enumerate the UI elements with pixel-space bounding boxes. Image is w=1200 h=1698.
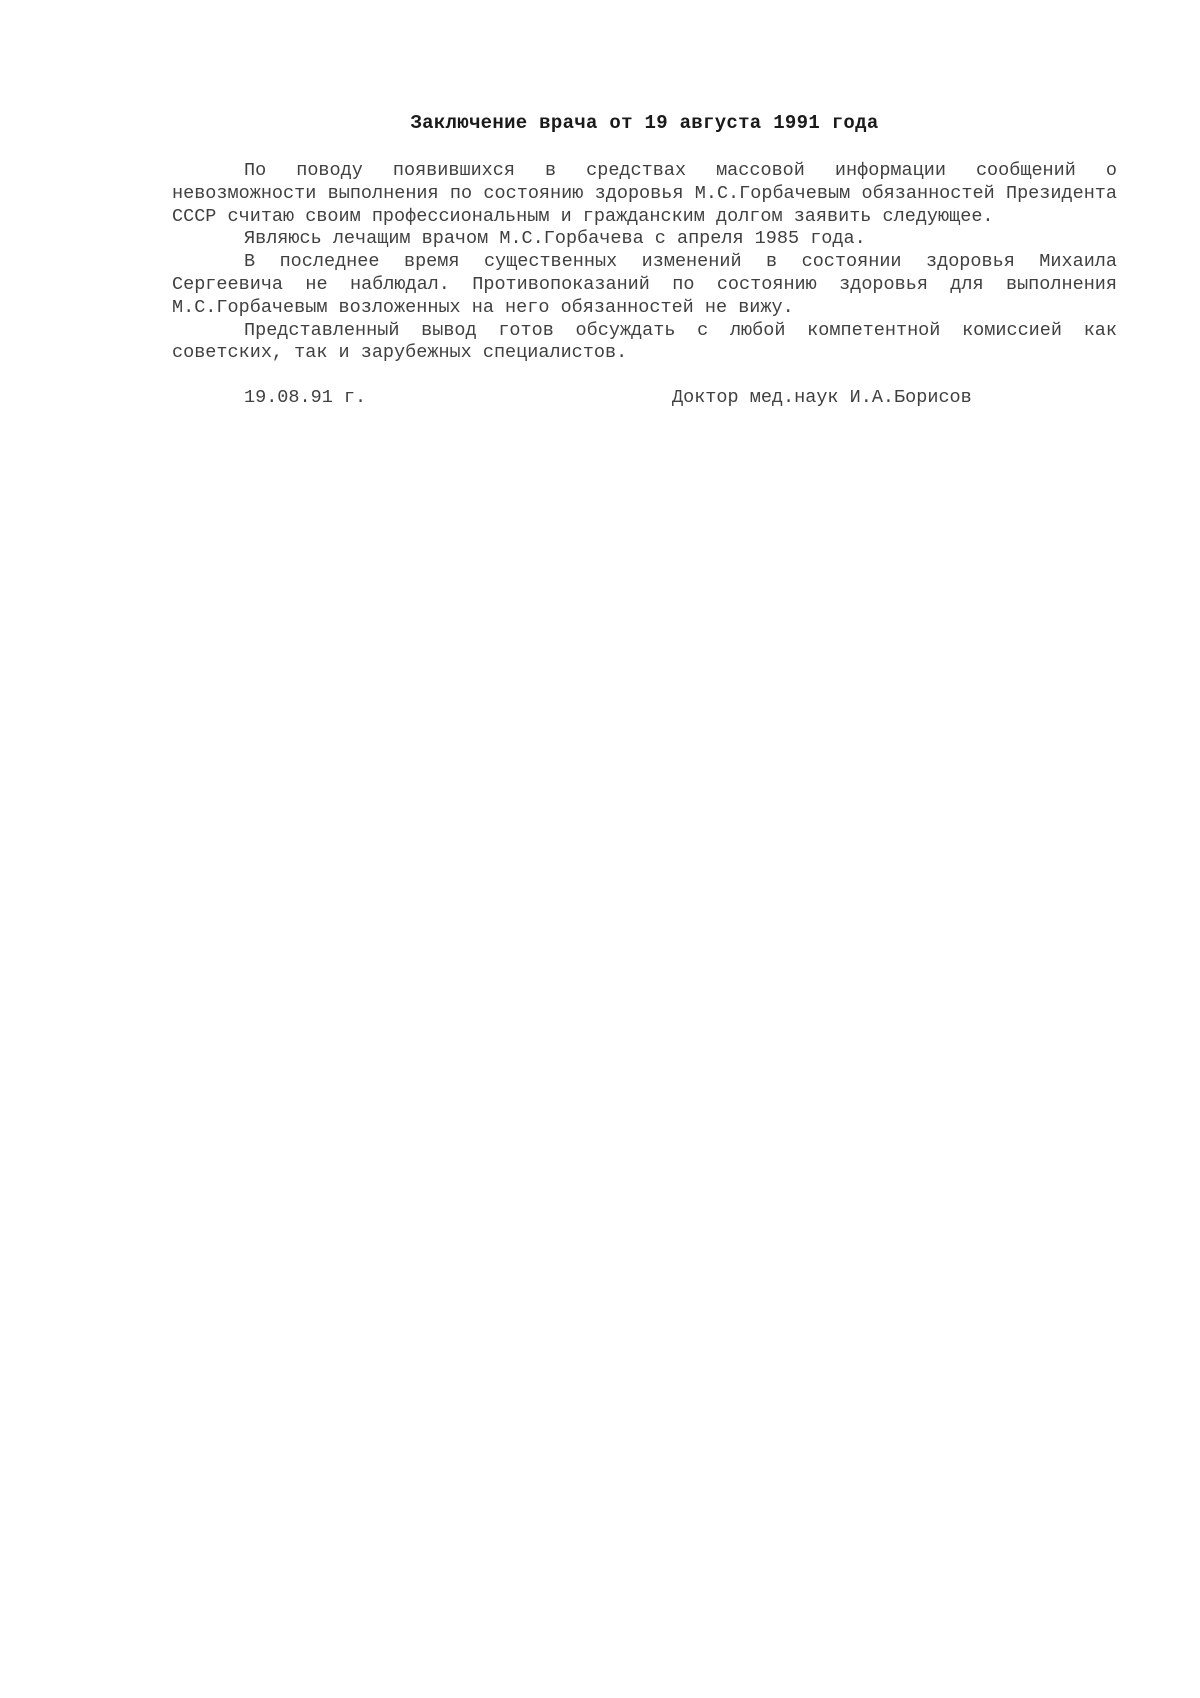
document-page bbox=[172, 112, 1117, 411]
signature-date: 19.08.91 г. bbox=[244, 387, 367, 409]
document-title: Заключение врача от 19 августа 1991 года bbox=[410, 112, 879, 134]
paragraph-2: Являюсь лечащим врачом М.С.Горбачева с апреля 1985 года. bbox=[244, 228, 866, 250]
paragraph-4: Представленный вывод готов обсуждать с любой компетентной комиссией как советских, так и зарубежных специалистов. bbox=[172, 319, 1117, 364]
paragraph-1: По поводу появившихся в средствах массовой информации сообщений о невозможности выполнения по состоянию здоровья М.С.Горбачевым обязанностей Президента СССР считаю своим профессиональным и гражданским долгом заявить следующее. bbox=[172, 160, 1117, 227]
signature-row bbox=[172, 387, 1117, 411]
paragraph-3: В последнее время существенных изменений в состоянии здоровья Михаила Сергеевича не наблюдал. Противопоказаний по состоянию здоровья для выполнения М.С.Горбачевым возложенных на него обязанностей не вижу. bbox=[172, 251, 1117, 318]
signature-name: Доктор мед.наук И.А.Борисов bbox=[672, 387, 972, 409]
